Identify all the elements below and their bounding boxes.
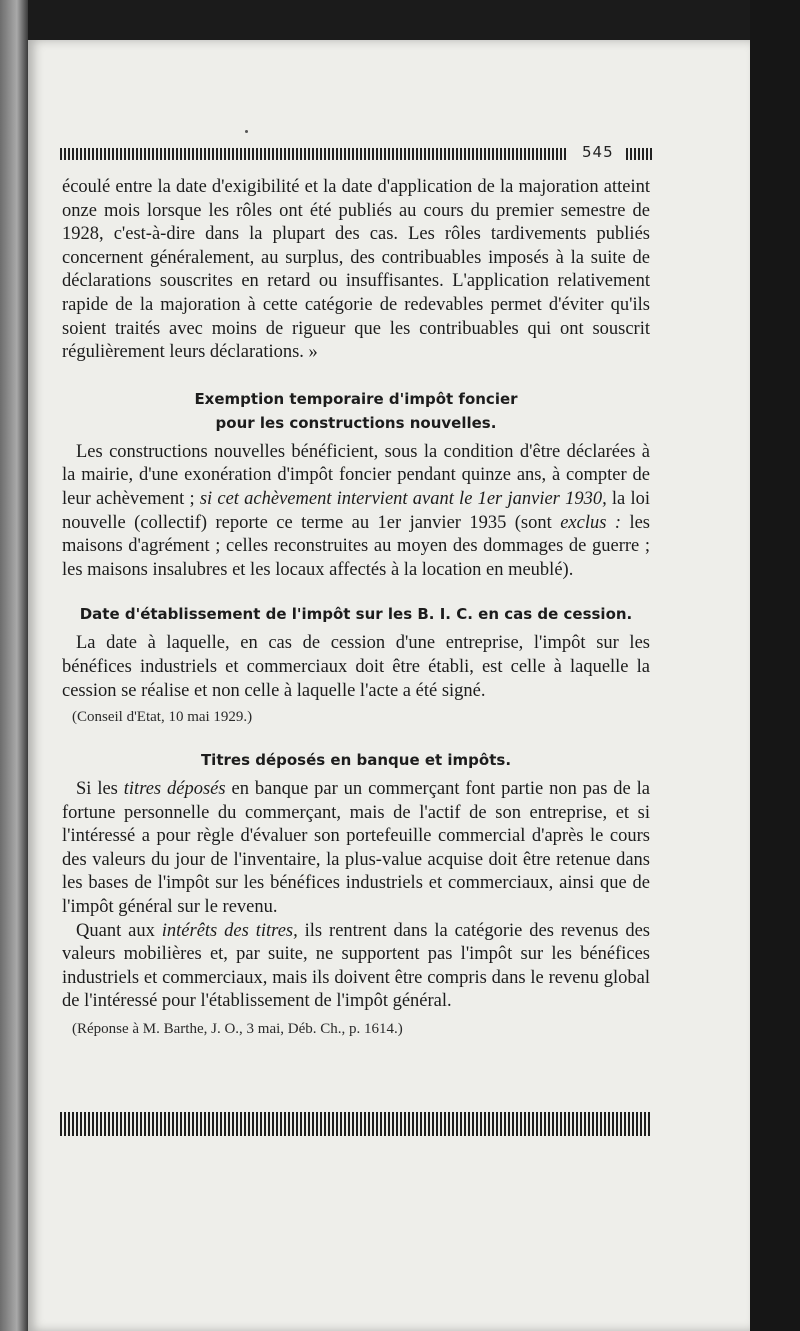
paragraph-text: ils rentrent dans la catégorie des revenus des valeurs mobilières et, par suite, ne supportent pas l'impôt sur les bénéfices industriels et commerciaux, mais ils doivent être compris dans le revenu global de l'intéressé pour l'établissement de l'impôt général. [62,920,650,1012]
citation: (Conseil d'Etat, 10 mai 1929.) [72,709,253,726]
italic-text: exclus : [560,512,622,533]
italic-text: si cet achèvement intervient avant le 1er janvier 1930, [199,488,607,509]
paragraph-text: en banque par un commerçant font partie non pas de la fortune personnelle du commerçant, mais de l'actif de son entreprise, et si l'intéressé a pour règle d'évaluer son portefeuille commercial d'après le cours des valeurs du jour de l'inventaire, la plus-value acquise doit être retenue dans les bases de l'impôt sur les bénéfices industriels et commerciaux, ainsi que de l'impôt général sur le revenu. [62,779,651,918]
italic-text: intérêts des titres, [161,920,298,941]
citation: (Réponse à M. Barthe, J. O., 3 mai, Déb. Ch., p. 1614.) [72,1021,403,1038]
italic-text: titres déposés [123,779,226,800]
paragraph-text: la loi nouvelle (collectif) reporte ce terme au 1er janvier 1935 (sont [62,488,650,533]
continued-paragraph: écoulé entre la date d'exigibilité et la date d'application de la majoration atteint onze mois lorsque les rôles ont été publiés au cours du premier semestre de 1928, c'est-à-dire dans la plupart des cas. Les rôles tardivements publiés concernent généralement, au surplus, des contribuables imposés à la suite de déclarations souscrites en retard ou insuffisantes. L'application relativement rapide de la majoration à cette catégorie de redevables permet d'éviter qu'ils soient traités avec moins de rigueur que les contribuables qui ont souscrit régulièrement leurs déclarations. » [62,177,650,363]
interets-paragraph [62,920,650,1014]
ornamental-bottom-rule [60,1112,650,1136]
section-title: Titres déposés en banque et impôts. [200,751,512,770]
ornamental-rule-end [626,148,654,160]
section-title-line2: pour les constructions nouvelles. [215,413,497,432]
section-title-line1: Exemption temporaire d'impôt foncier [194,389,518,408]
paragraph-text: Les constructions nouvelles bénéficient, sous la condition d'être déclarées à la mairie, d'une exonération d'impôt foncier pendant quinze ans, à compter de leur achèvement ; [62,441,650,509]
exemption-paragraph [62,441,650,583]
page-number: 545 [582,143,614,161]
paragraph-text: Si les [76,779,118,800]
running-head [60,143,656,162]
section-title: Date d'établissement de l'impôt sur les B. I. C. en cas de cession. [79,605,633,624]
titres-paragraph [62,778,650,920]
ornamental-rule [60,148,568,160]
scan-background [750,0,800,1331]
cession-paragraph: La date à laquelle, en cas de cession d'une entreprise, l'impôt sur les bénéfices industriels et commerciaux doit être établi, est celle à laquelle la cession se réalise et non celle à laquelle l'acte a été signé. [62,633,650,701]
page-content [62,176,650,1040]
paragraph-text: les maisons d'agrément ; celles reconstruites au moyen des dommages de guerre ; les maisons insalubres et les locaux affectés à la location en meublé). [62,512,650,580]
speck [245,130,248,133]
paragraph-text: Quant aux [76,920,155,941]
adjacent-page-edge [0,0,28,1331]
